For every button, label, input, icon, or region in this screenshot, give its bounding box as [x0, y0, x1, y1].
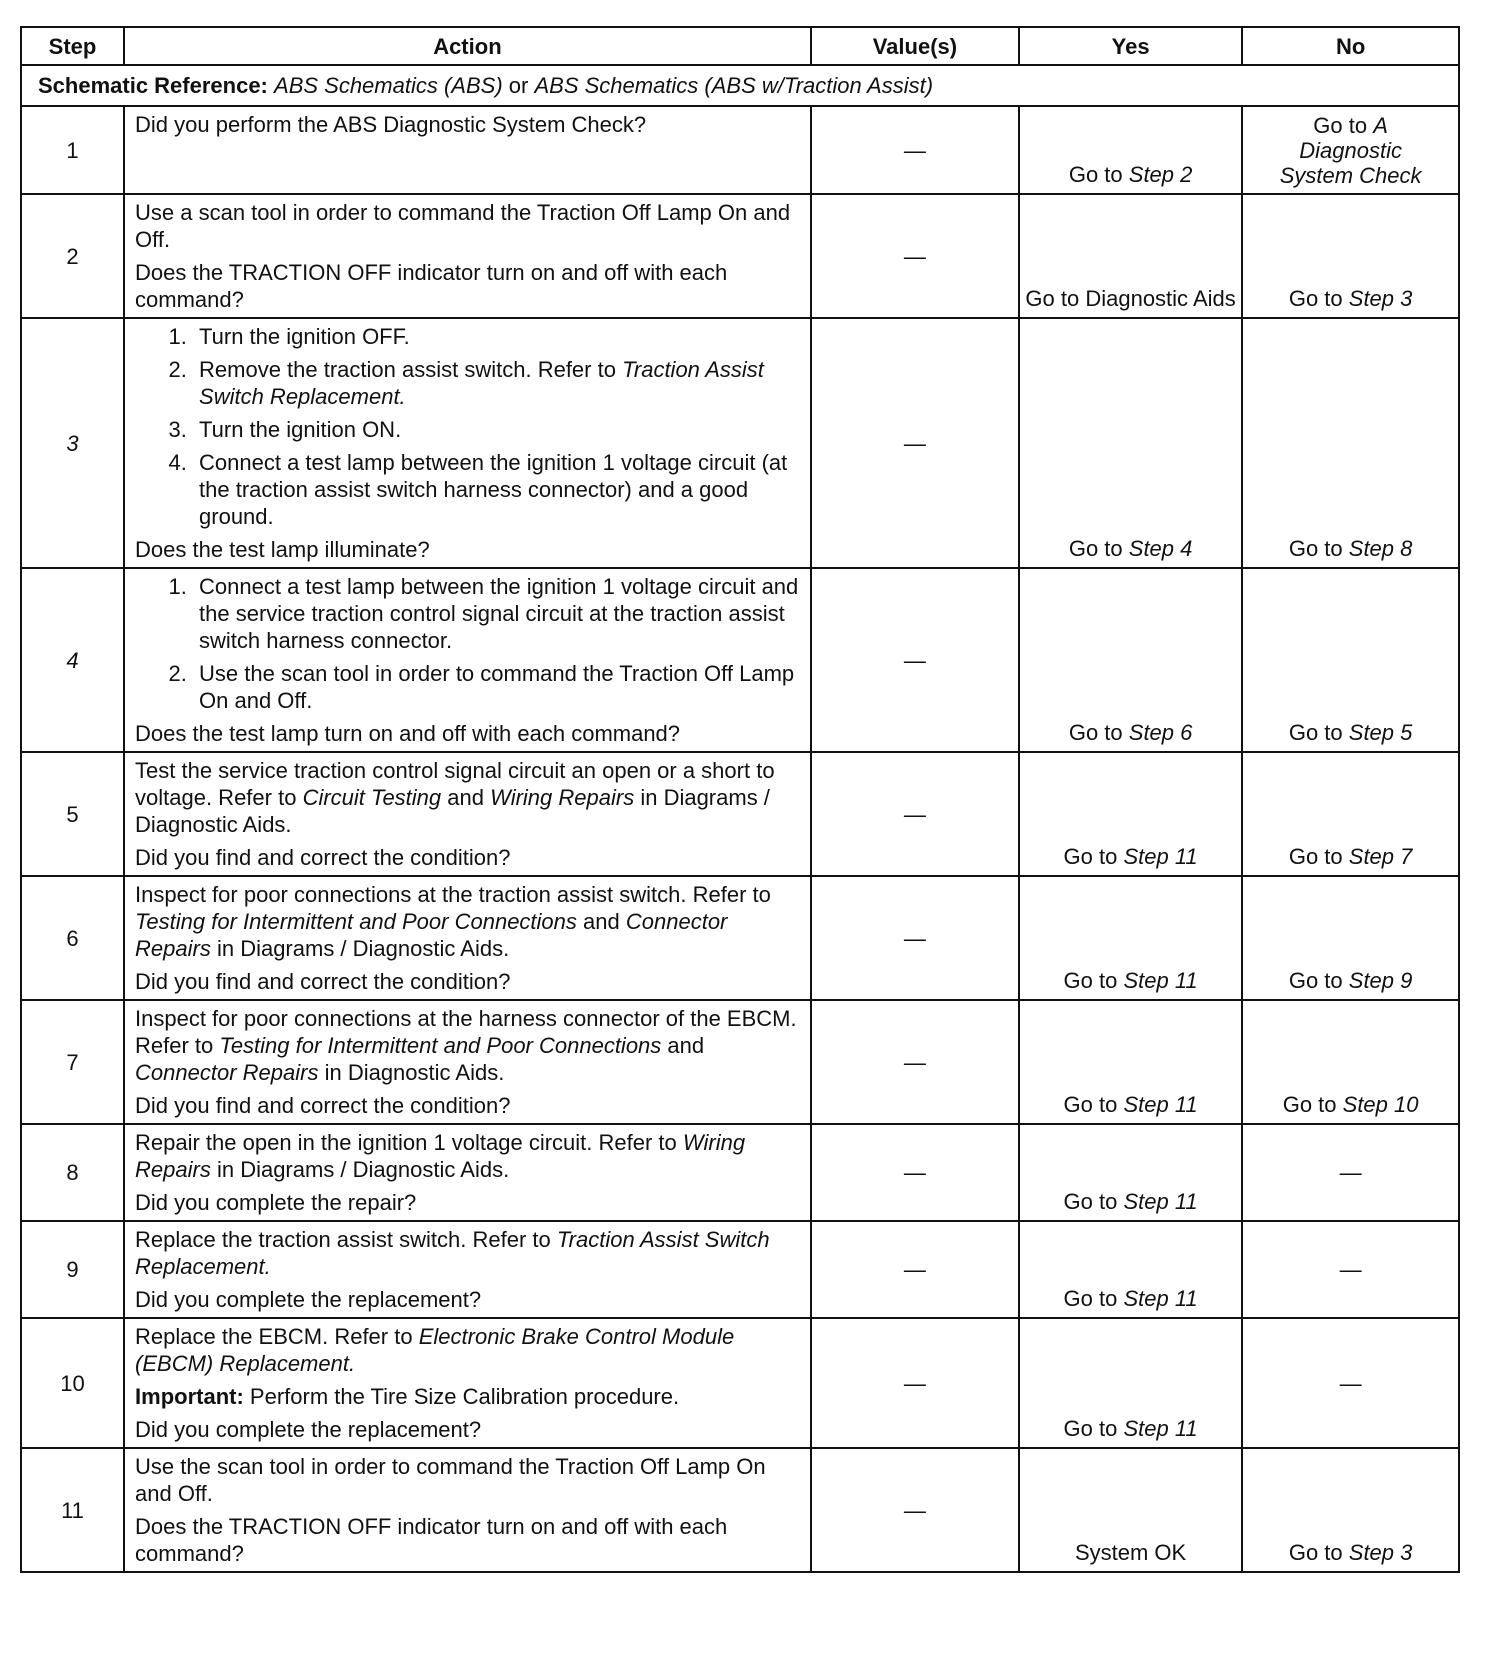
table-row: [21, 876, 1459, 1000]
no-cell[interactable]: [1242, 752, 1459, 876]
value-cell: —: [811, 752, 1019, 876]
action-cell: [124, 194, 811, 318]
schematic-ref-abs[interactable]: ABS Schematics (ABS): [274, 73, 503, 98]
value-cell: —: [811, 1124, 1019, 1221]
yes-cell[interactable]: [1019, 1000, 1242, 1124]
goto-label: Go to: [1063, 968, 1118, 993]
no-cell[interactable]: [1242, 876, 1459, 1000]
action-text-lead: Repair the open in the ignition 1 voltage circuit. Refer to: [135, 1130, 677, 1155]
reference-link[interactable]: Traction Assist Switch Replacement.: [135, 1227, 770, 1279]
step-ref: Step 8: [1348, 536, 1413, 561]
goto-label: Go to: [1068, 162, 1123, 187]
value-cell: —: [811, 1448, 1019, 1572]
no-cell[interactable]: [1242, 194, 1459, 318]
step-number: 7: [21, 1000, 124, 1124]
action-steps-list: [135, 573, 800, 714]
schematic-label: Schematic Reference:: [38, 73, 268, 98]
action-text-tail: in Diagnostic Aids.: [324, 1060, 505, 1085]
step-number: 8: [21, 1124, 124, 1221]
action-cell: [124, 1221, 811, 1318]
no-cell[interactable]: [1242, 568, 1459, 752]
question: Did you complete the replacement?: [135, 1417, 482, 1442]
yes-cell[interactable]: [1019, 106, 1242, 194]
value-cell: —: [811, 568, 1019, 752]
table-row: [21, 752, 1459, 876]
schematic-or: or: [508, 73, 529, 98]
step-number: 6: [21, 876, 124, 1000]
goto-label: Go to: [1288, 968, 1343, 993]
step-ref: Step 11: [1123, 1189, 1198, 1214]
table-row: [21, 1221, 1459, 1318]
action-text: Use the scan tool in order to command the Traction Off Lamp On and Off.: [135, 1454, 766, 1506]
step-ref: Step 2: [1128, 162, 1193, 187]
important-text: Perform the Tire Size Calibration procedure.: [249, 1384, 680, 1409]
value-cell: —: [811, 194, 1019, 318]
action-cell: [124, 1000, 811, 1124]
reference-link[interactable]: Testing for Intermittent and Poor Connections: [219, 1033, 662, 1058]
action-steps-list: [135, 323, 800, 530]
yes-cell[interactable]: [1019, 568, 1242, 752]
no-ref-b: Diagnostic: [1299, 138, 1402, 163]
table-row: [21, 568, 1459, 752]
important-label: Important:: [135, 1384, 244, 1409]
yes-cell[interactable]: [1019, 1124, 1242, 1221]
no-cell[interactable]: [1242, 318, 1459, 568]
question: Did you find and correct the condition?: [135, 969, 511, 994]
step-number: 1: [21, 106, 124, 194]
schematic-row: [21, 65, 1459, 106]
action-cell: [124, 752, 811, 876]
value-cell: —: [811, 876, 1019, 1000]
value-cell: —: [811, 1000, 1019, 1124]
value-cell: —: [811, 1221, 1019, 1318]
goto-label: Go to: [1282, 1092, 1337, 1117]
reference-link[interactable]: Wiring Repairs: [490, 785, 635, 810]
no-cell[interactable]: [1242, 1000, 1459, 1124]
table-row: [21, 1000, 1459, 1124]
action-text: [135, 757, 800, 838]
schematic-ref-traction[interactable]: ABS Schematics (ABS w/Traction Assist): [534, 73, 934, 98]
value-cell: —: [811, 1318, 1019, 1448]
step-ref: Step 3: [1348, 286, 1413, 311]
action-text-lead: Inspect for poor connections at the harness connector of the EBCM. Refer to: [135, 1006, 797, 1058]
step-ref: Step 5: [1348, 720, 1413, 745]
header-values: Value(s): [811, 27, 1019, 65]
table-row: [21, 106, 1459, 194]
table-row: [21, 1124, 1459, 1221]
action-cell: [124, 1318, 811, 1448]
no-ref-a: A: [1373, 113, 1388, 138]
goto-label: Go to: [1063, 1416, 1118, 1441]
step-ref: Step 11: [1123, 844, 1198, 869]
reference-link[interactable]: Electronic Brake Control Module (EBCM) Replacement.: [135, 1324, 735, 1376]
action-cell: [124, 1448, 811, 1572]
action-text-lead: Replace the traction assist switch. Refer to: [135, 1227, 551, 1252]
no-cell: —: [1242, 1221, 1459, 1318]
question: Did you complete the repair?: [135, 1190, 417, 1215]
action-text: [135, 1129, 800, 1183]
action-text: Use a scan tool in order to command the Traction Off Lamp On and Off.: [135, 200, 791, 252]
action-cell: [124, 318, 811, 568]
reference-link[interactable]: Testing for Intermittent and Poor Connections: [135, 909, 577, 934]
step-number: 9: [21, 1221, 124, 1318]
diagnostic-table: [20, 26, 1460, 1573]
action-text: [135, 1005, 800, 1086]
step-ref: Step 11: [1123, 1286, 1198, 1311]
question: Did you find and correct the condition?: [135, 1093, 511, 1118]
table-row: [21, 194, 1459, 318]
step-number: 2: [21, 194, 124, 318]
header-row: [21, 27, 1459, 65]
step-ref: Step 11: [1123, 1416, 1198, 1441]
goto-label: Go to: [1063, 1189, 1118, 1214]
goto-label: Go to: [1063, 844, 1118, 869]
question: Does the TRACTION OFF indicator turn on and off with each command?: [135, 260, 728, 312]
yes-cell[interactable]: System OK: [1019, 1448, 1242, 1572]
step-number: 4: [21, 568, 124, 752]
no-cell: —: [1242, 1124, 1459, 1221]
action-text-tail: in Diagrams / Diagnostic Aids.: [216, 1157, 510, 1182]
step-ref: Step 9: [1348, 968, 1413, 993]
step-ref: Step 7: [1348, 844, 1413, 869]
action-text: [135, 881, 800, 962]
step-ref: Step 11: [1123, 968, 1198, 993]
conjunction: and: [583, 909, 620, 934]
action-text: [135, 1323, 800, 1377]
reference-link[interactable]: Traction Assist Switch Replacement.: [199, 357, 764, 409]
important-note: [135, 1383, 800, 1410]
conjunction: and: [447, 785, 484, 810]
yes-cell[interactable]: [1019, 1221, 1242, 1318]
action-cell: [124, 876, 811, 1000]
yes-cell[interactable]: Go to Diagnostic Aids: [1019, 194, 1242, 318]
yes-cell[interactable]: [1019, 1318, 1242, 1448]
reference-link[interactable]: Circuit Testing: [302, 785, 442, 810]
conjunction: and: [667, 1033, 705, 1058]
question: Did you find and correct the condition?: [135, 845, 511, 870]
goto-label: Go to: [1288, 844, 1343, 869]
reference-link[interactable]: Connector Repairs: [135, 909, 728, 961]
goto-label: Go to: [1063, 1092, 1118, 1117]
value-cell: —: [811, 106, 1019, 194]
list-item: 2. Use the scan tool in order to command the Traction Off Lamp On and Off.: [193, 660, 800, 714]
goto-label: Go to: [1288, 286, 1343, 311]
goto-label: Go to: [1288, 720, 1343, 745]
step-ref: Step 11: [1123, 1092, 1198, 1117]
action-text-lead: Inspect for poor connections at the traction assist switch. Refer to: [135, 882, 771, 907]
yes-cell[interactable]: [1019, 318, 1242, 568]
question: Does the test lamp illuminate?: [135, 537, 430, 562]
action-text: [135, 1226, 800, 1280]
step-number: 11: [21, 1448, 124, 1572]
list-item: [193, 356, 800, 410]
question: Does the TRACTION OFF indicator turn on and off with each command?: [135, 1514, 728, 1566]
step-number: 10: [21, 1318, 124, 1448]
goto-label: Go to: [1063, 1286, 1118, 1311]
action-cell: [124, 1124, 811, 1221]
header-no: No: [1242, 27, 1459, 65]
no-cell[interactable]: [1242, 106, 1459, 194]
reference-link[interactable]: Connector Repairs: [135, 1060, 319, 1085]
table-row: [21, 1318, 1459, 1448]
goto-label: Go to: [1068, 536, 1123, 561]
question: Does the test lamp turn on and off with each command?: [135, 721, 681, 746]
goto-label: Go to: [1313, 113, 1368, 138]
goto-label: Go to: [1068, 720, 1123, 745]
header-action: Action: [124, 27, 811, 65]
schematic-reference: [21, 65, 1459, 106]
list-item-text: Remove the traction assist switch. Refer to: [199, 357, 616, 382]
action-cell: [124, 568, 811, 752]
action-text-tail: in Diagrams / Diagnostic Aids.: [135, 785, 770, 837]
yes-cell[interactable]: [1019, 752, 1242, 876]
reference-link[interactable]: Wiring Repairs: [135, 1130, 746, 1182]
no-ref-c: System Check: [1279, 163, 1422, 188]
list-item: 4. Connect a test lamp between the ignition 1 voltage circuit (at the traction assist switch harness connector) and a good ground.: [193, 449, 800, 530]
step-ref: Step 10: [1342, 1092, 1419, 1117]
yes-cell[interactable]: [1019, 876, 1242, 1000]
question: Did you perform the ABS Diagnostic System Check?: [135, 112, 647, 137]
step-number: 5: [21, 752, 124, 876]
no-cell[interactable]: [1242, 1448, 1459, 1572]
no-cell: —: [1242, 1318, 1459, 1448]
table-row: [21, 318, 1459, 568]
action-text-lead: Replace the EBCM. Refer to: [135, 1324, 413, 1349]
action-text-lead: Test the service traction control signal circuit an open or a short to voltage. Refer to: [135, 758, 775, 810]
header-yes: Yes: [1019, 27, 1242, 65]
list-item: 1. Connect a test lamp between the ignition 1 voltage circuit and the service traction control signal circuit at the traction assist switch harness connector.: [193, 573, 800, 654]
step-ref: Step 6: [1128, 720, 1193, 745]
goto-label: Go to: [1288, 1540, 1343, 1565]
list-item: 1. Turn the ignition OFF.: [193, 323, 800, 350]
step-ref: Step 3: [1348, 1540, 1413, 1565]
step-number: 3: [21, 318, 124, 568]
header-step: Step: [21, 27, 124, 65]
step-ref: Step 4: [1128, 536, 1193, 561]
action-cell: [124, 106, 811, 194]
table-row: [21, 1448, 1459, 1572]
value-cell: —: [811, 318, 1019, 568]
action-text-tail: in Diagrams / Diagnostic Aids.: [216, 936, 510, 961]
goto-label: Go to: [1288, 536, 1343, 561]
question: Did you complete the replacement?: [135, 1287, 482, 1312]
list-item: 3. Turn the ignition ON.: [193, 416, 800, 443]
